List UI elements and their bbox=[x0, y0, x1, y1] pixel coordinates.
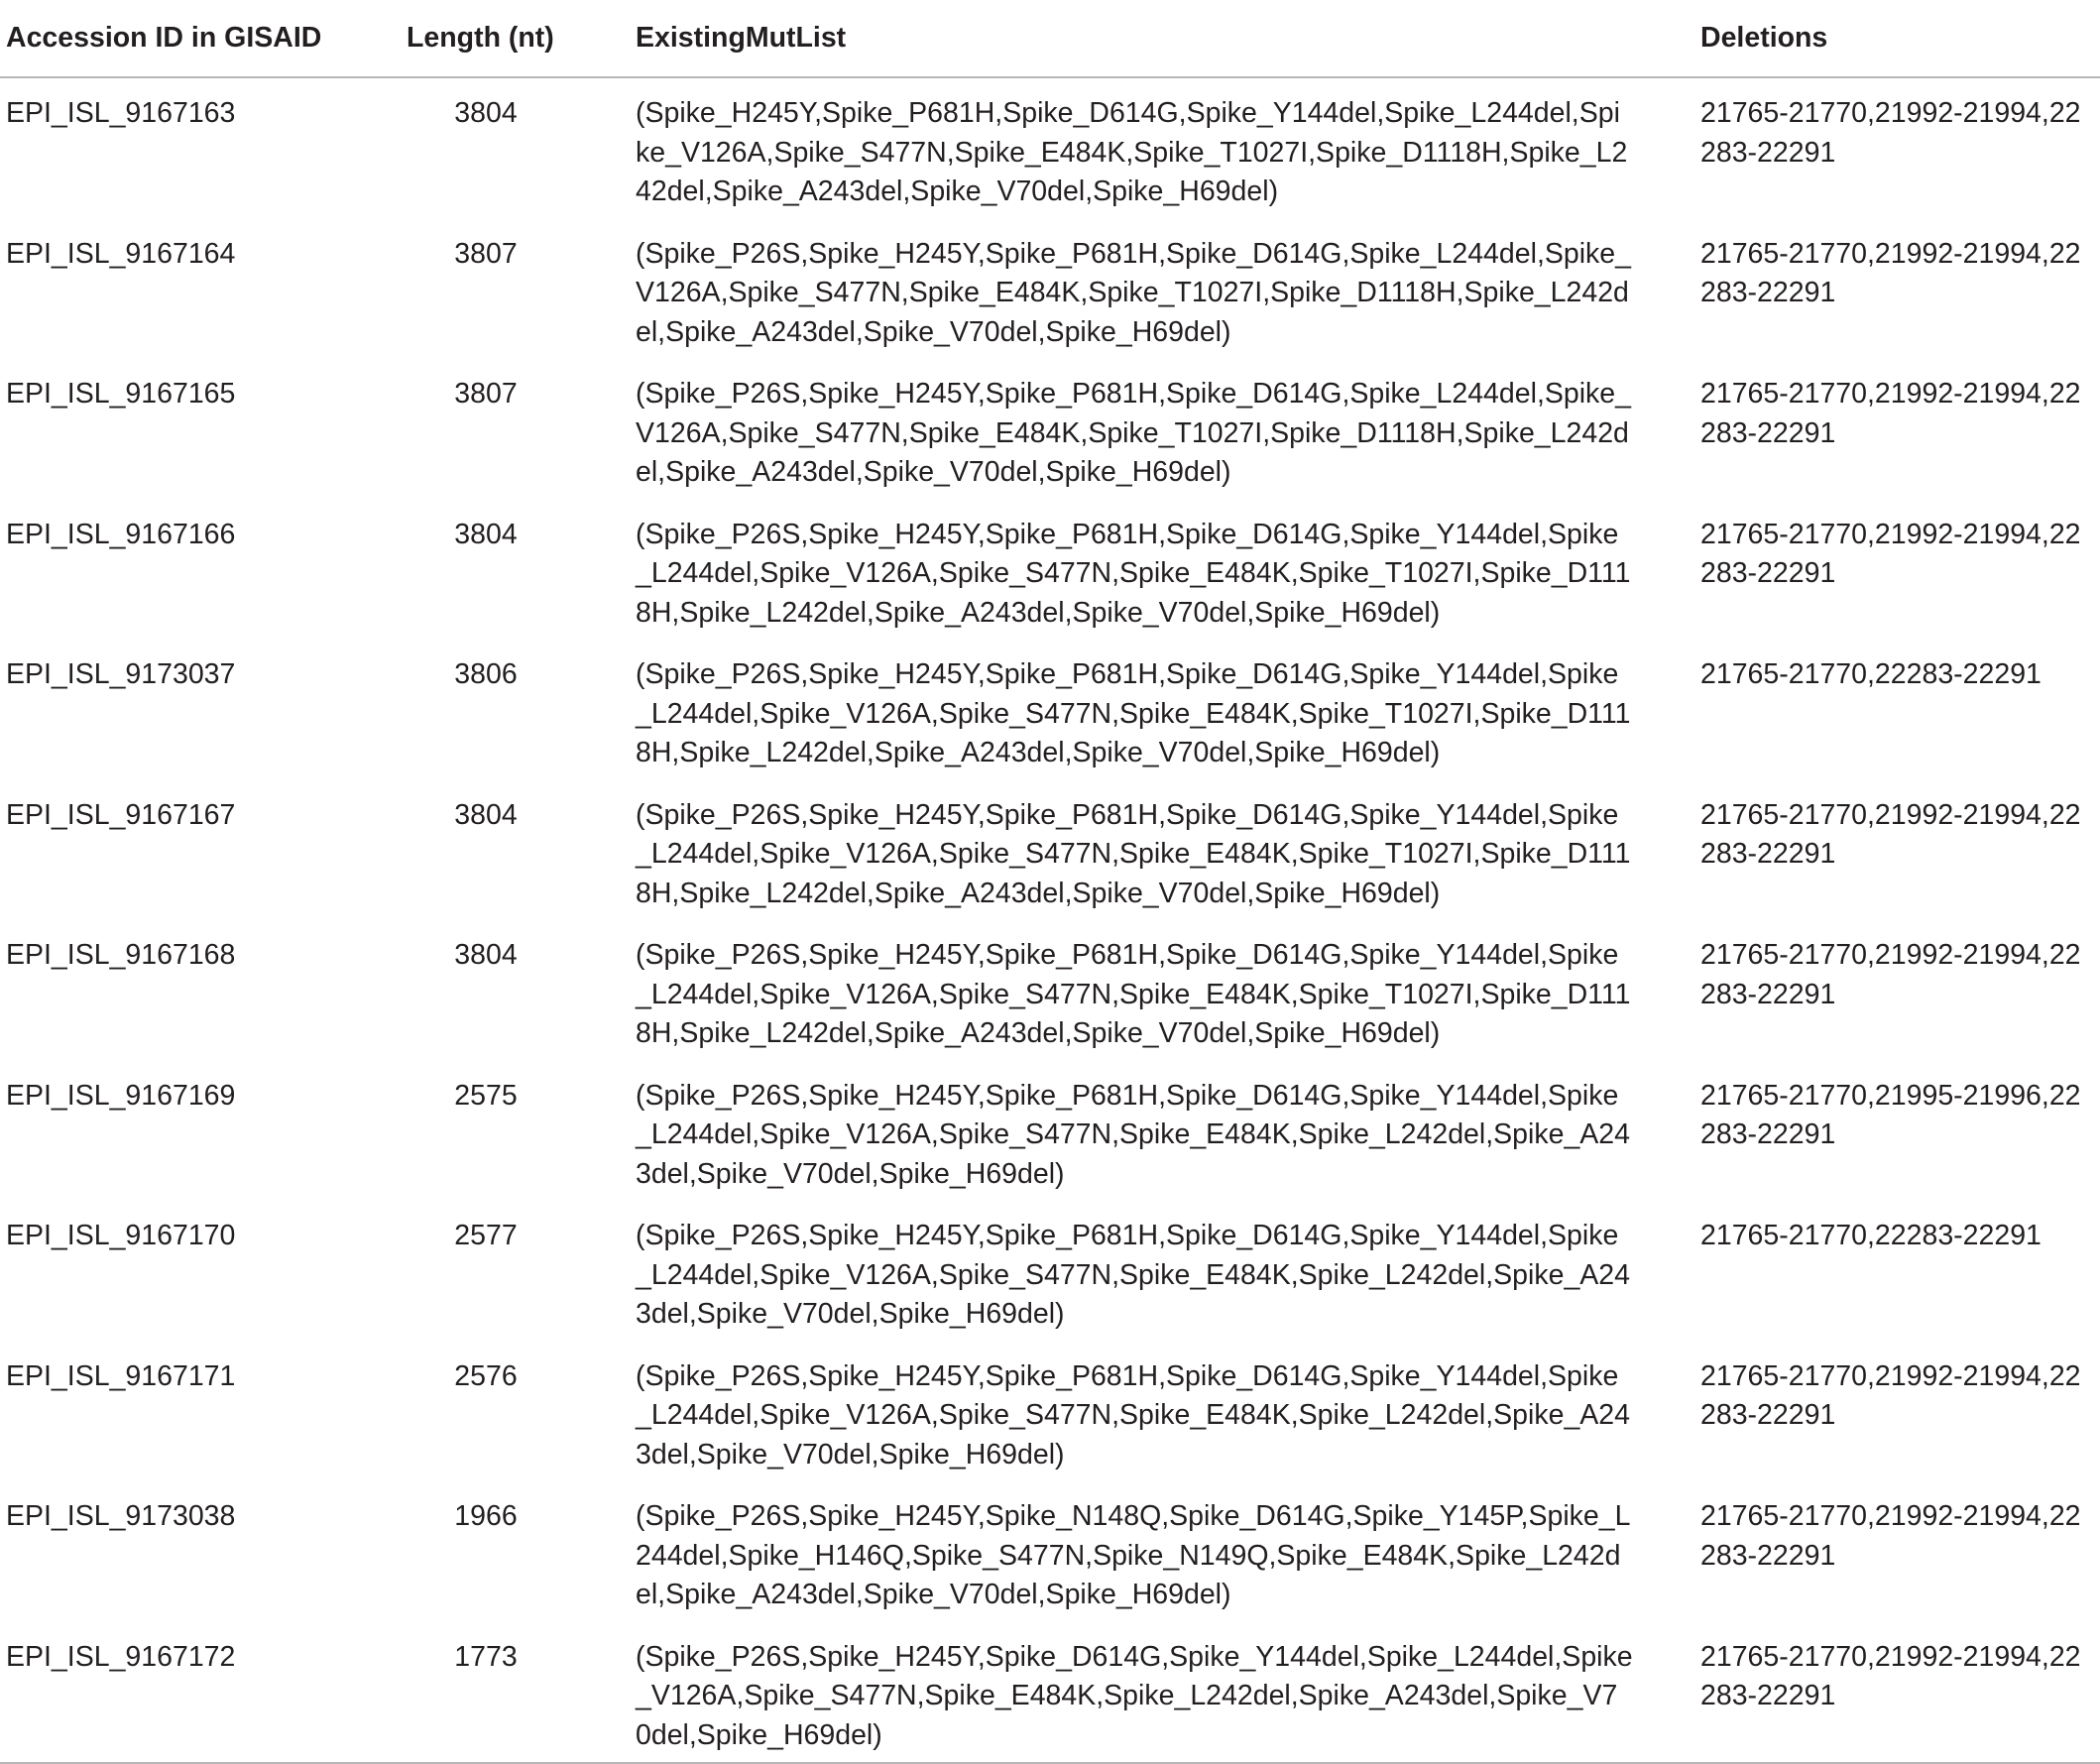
cell-length: 3804 bbox=[454, 518, 518, 550]
table-row bbox=[0, 1061, 2100, 1202]
table-row bbox=[0, 219, 2100, 360]
cell-deletions: 21765-21770,21992-21994,22283-22291 bbox=[1700, 1500, 2081, 1572]
table-header bbox=[0, 0, 2100, 77]
cell-length: 3806 bbox=[454, 658, 518, 690]
cell-accession: EPI_ISL_9167171 bbox=[6, 1359, 236, 1392]
cell-mutlist: (Spike_P26S,Spike_H245Y,Spike_P681H,Spike_D614G,Spike_L244del,Spike_V126A,Spike_S477N,Spike_E484K,Spike_T1027I,Spike_D1118H,Spike_L242del,Spike_A243del,Spike_V70del,Spike_H69del) bbox=[636, 237, 1631, 348]
cell-length: 3804 bbox=[454, 97, 518, 129]
cell-mutlist: (Spike_P26S,Spike_H245Y,Spike_P681H,Spike_D614G,Spike_Y144del,Spike_L244del,Spike_V126A,Spike_S477N,Spike_E484K,Spike_L242del,Spike_A243del,Spike_V70del,Spike_H69del) bbox=[636, 1359, 1631, 1470]
cell-accession: EPI_ISL_9167169 bbox=[6, 1079, 236, 1112]
cell-accession: EPI_ISL_9173038 bbox=[6, 1500, 236, 1532]
cell-mutlist: (Spike_P26S,Spike_H245Y,Spike_P681H,Spike_D614G,Spike_Y144del,Spike_L244del,Spike_V126A,Spike_S477N,Spike_E484K,Spike_T1027I,Spike_D1118H,Spike_L242del,Spike_A243del,Spike_V70del,Spike_H69del) bbox=[636, 518, 1631, 629]
cell-deletions: 21765-21770,21992-21994,22283-22291 bbox=[1700, 1622, 2100, 1764]
cell-accession: EPI_ISL_9167172 bbox=[0, 1622, 392, 1764]
table-row bbox=[0, 1622, 2100, 1764]
cell-length: 1966 bbox=[454, 1500, 518, 1532]
table-body bbox=[0, 77, 2100, 1763]
cell-accession: EPI_ISL_9167165 bbox=[6, 378, 236, 410]
cell-length: 1773 bbox=[392, 1622, 630, 1764]
cell-accession: EPI_ISL_9173037 bbox=[6, 658, 236, 690]
cell-deletions: 21765-21770,21992-21994,22283-22291 bbox=[1700, 518, 2081, 589]
cell-deletions: 21765-21770,21992-21994,22283-22291 bbox=[1700, 1359, 2081, 1431]
cell-mutlist: (Spike_H245Y,Spike_P681H,Spike_D614G,Spike_Y144del,Spike_L244del,Spike_V126A,Spike_S477N,Spike_E484K,Spike_T1027I,Spike_D1118H,Spike_L242del,Spike_A243del,Spike_V70del,Spike_H69del) bbox=[636, 97, 1628, 207]
cell-mutlist: (Spike_P26S,Spike_H245Y,Spike_P681H,Spike_D614G,Spike_Y144del,Spike_L244del,Spike_V126A,Spike_S477N,Spike_E484K,Spike_L242del,Spike_A243del,Spike_V70del,Spike_H69del) bbox=[636, 1220, 1631, 1330]
table-row bbox=[0, 359, 2100, 500]
cell-mutlist: (Spike_P26S,Spike_H245Y,Spike_P681H,Spike_D614G,Spike_Y144del,Spike_L244del,Spike_V126A,Spike_S477N,Spike_E484K,Spike_T1027I,Spike_D1118H,Spike_L242del,Spike_A243del,Spike_V70del,Spike_H69del) bbox=[636, 939, 1631, 1049]
cell-length: 2576 bbox=[454, 1359, 518, 1392]
cell-deletions: 21765-21770,21992-21994,22283-22291 bbox=[1700, 939, 2081, 1010]
cell-deletions: 21765-21770,21992-21994,22283-22291 bbox=[1700, 97, 2081, 169]
cell-accession: EPI_ISL_9167170 bbox=[6, 1220, 236, 1251]
cell-mutlist: (Spike_P26S,Spike_H245Y,Spike_P681H,Spike_D614G,Spike_Y144del,Spike_L244del,Spike_V126A,Spike_S477N,Spike_E484K,Spike_T1027I,Spike_D1118H,Spike_L242del,Spike_A243del,Spike_V70del,Spike_H69del) bbox=[636, 658, 1631, 768]
cell-mutlist: (Spike_P26S,Spike_H245Y,Spike_P681H,Spike_D614G,Spike_L244del,Spike_V126A,Spike_S477N,Spike_E484K,Spike_T1027I,Spike_D1118H,Spike_L242del,Spike_A243del,Spike_V70del,Spike_H69del) bbox=[636, 378, 1631, 488]
table-row bbox=[0, 77, 2100, 219]
header-row bbox=[0, 0, 2100, 77]
table-row bbox=[0, 1201, 2100, 1342]
cell-length: 2575 bbox=[454, 1079, 518, 1112]
table-row bbox=[0, 640, 2100, 780]
header-mutlist: ExistingMutList bbox=[630, 0, 1700, 77]
cell-mutlist: (Spike_P26S,Spike_H245Y,Spike_D614G,Spike_Y144del,Spike_L244del,Spike_V126A,Spike_S477N,Spike_E484K,Spike_L242del,Spike_A243del,Spike_V70del,Spike_H69del) bbox=[630, 1622, 1700, 1764]
table-row bbox=[0, 1481, 2100, 1622]
header-accession: Accession ID in GISAID bbox=[0, 0, 392, 77]
cell-length: 3804 bbox=[454, 798, 518, 831]
cell-accession: EPI_ISL_9167163 bbox=[6, 97, 236, 129]
cell-mutlist: (Spike_P26S,Spike_H245Y,Spike_P681H,Spike_D614G,Spike_Y144del,Spike_L244del,Spike_V126A,Spike_S477N,Spike_E484K,Spike_T1027I,Spike_D1118H,Spike_L242del,Spike_A243del,Spike_V70del,Spike_H69del) bbox=[636, 798, 1631, 909]
cell-accession: EPI_ISL_9167164 bbox=[6, 237, 236, 270]
cell-accession: EPI_ISL_9167167 bbox=[6, 798, 236, 831]
cell-length: 3807 bbox=[454, 237, 518, 270]
cell-deletions: 21765-21770,21995-21996,22283-22291 bbox=[1700, 1079, 2081, 1150]
cell-deletions: 21765-21770,22283-22291 bbox=[1700, 1220, 2042, 1251]
table-row bbox=[0, 920, 2100, 1061]
cell-accession: EPI_ISL_9167166 bbox=[6, 518, 236, 550]
cell-accession: EPI_ISL_9167168 bbox=[6, 939, 236, 971]
cell-deletions: 21765-21770,22283-22291 bbox=[1700, 658, 2042, 690]
cell-length: 3807 bbox=[454, 378, 518, 410]
cell-deletions: 21765-21770,21992-21994,22283-22291 bbox=[1700, 237, 2081, 308]
cell-deletions: 21765-21770,21992-21994,22283-22291 bbox=[1700, 378, 2081, 449]
header-length: Length (nt) bbox=[392, 0, 630, 77]
table-row bbox=[0, 500, 2100, 641]
table-row bbox=[0, 1342, 2100, 1482]
cell-deletions: 21765-21770,21992-21994,22283-22291 bbox=[1700, 798, 2081, 870]
header-deletions: Deletions bbox=[1700, 0, 2100, 77]
cell-length: 3804 bbox=[454, 939, 518, 971]
cell-length: 2577 bbox=[454, 1220, 518, 1251]
cell-mutlist: (Spike_P26S,Spike_H245Y,Spike_N148Q,Spike_D614G,Spike_Y145P,Spike_L244del,Spike_H146Q,Spike_S477N,Spike_N149Q,Spike_E484K,Spike_L242del,Spike_A243del,Spike_V70del,Spike_H69del) bbox=[636, 1500, 1631, 1610]
cell-mutlist: (Spike_P26S,Spike_H245Y,Spike_P681H,Spike_D614G,Spike_Y144del,Spike_L244del,Spike_V126A,Spike_S477N,Spike_E484K,Spike_L242del,Spike_A243del,Spike_V70del,Spike_H69del) bbox=[636, 1079, 1631, 1190]
table-row bbox=[0, 780, 2100, 921]
